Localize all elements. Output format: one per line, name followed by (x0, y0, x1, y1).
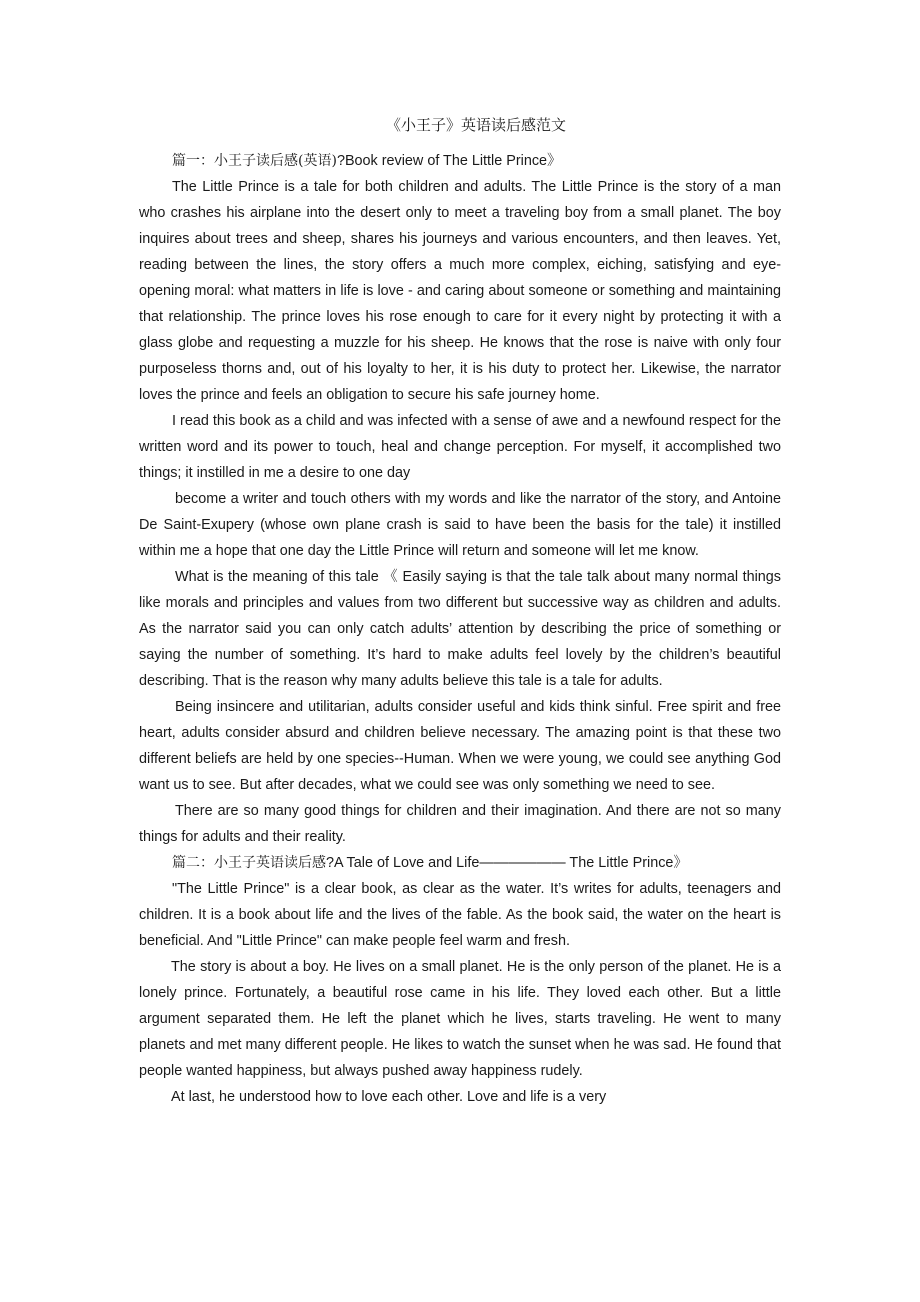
section-heading-en: ?Book review of The Little Prince》 (336, 153, 562, 169)
section-heading-en: ?A Tale of Love and Life—————— The Little Prince》 (326, 855, 688, 871)
paragraph: become a writer and touch others with my words and like the narrator of the story, and Antoine De Saint-Exupery (whose own plane crash is said to have been the basis for the tale) it instilled within me a hope that one day the Little Prince will return and someone will let me know. (139, 491, 781, 559)
paragraph: At last, he understood how to love each other. Love and life is a very (171, 1089, 607, 1105)
section-heading-cn: 篇一：小王子读后感(英语) (172, 153, 337, 169)
section-heading (139, 850, 781, 876)
paragraph: The story is about a boy. He lives on a small planet. He is the only person of the planet. He is a lonely prince. Fortunately, a beautiful rose came in his life. They loved each other. But a little argument separated them. He left the planet which he lives, starts traveling. He went to many planets and met many different people. He likes to watch the sunset when he was sad. He found that people wanted happiness, but always pushed away happiness rudely. (139, 959, 781, 1079)
paragraph: I read this book as a child and was infected with a sense of awe and a newfound respect for the written word and its power to touch, heal and change perception. For myself, it accomplished two things; it instilled in me a desire to one day (139, 413, 781, 481)
document-title: 《小王子》英语读后感范文 (385, 116, 566, 134)
paragraph: "The Little Prince" is a clear book, as clear as the water. It’s writes for adults, teenagers and children. It is a book about life and the lives of the fable. As the book said, the water on the heart is beneficial. And "Little Prince" can make people feel warm and fresh. (139, 881, 781, 949)
section-heading-cn: 篇二：小王子英语读后感 (172, 855, 326, 871)
paragraph: Being insincere and utilitarian, adults consider useful and kids think sinful. Free spirit and free heart, adults consider absurd and children believe necessary. The amazing point is that these two different beliefs are held by one species--Human. When we were young, we could see anything God want us to see. But after decades, what we could see was only something we need to see. (139, 699, 781, 793)
paragraph: The Little Prince is a tale for both children and adults. The Little Prince is the story of a man who crashes his airplane into the desert only to meet a traveling boy from a small planet. The boy inquires about trees and sheep, shares his journeys and various encounters, and then leaves. Yet, reading between the lines, the story offers a much more complex, eiching, satisfying and eye-opening moral: what matters in life is love - and caring about someone or something and maintaining that relationship. The prince loves his rose enough to care for it every night by protecting it with a glass globe and requesting a muzzle for his sheep. He knows that the rose is naive with only four purposeless thorns and, out of his loyalty to her, it is his duty to protect her. Likewise, the narrator loves the prince and feels an obligation to secure his safe journey home. (139, 179, 781, 403)
paragraph: What is the meaning of this tale 《 Easily saying is that the tale talk about many normal things like morals and principles and values from two different but successive way as children and adults. As the narrator said you can only catch adults’ attention by describing the price of something or saying the number of something. It’s hard to make adults feel lovely by the children’s beautiful describing. That is the reason why many adults believe this tale is a tale for adults. (139, 569, 781, 689)
document-page (139, 112, 781, 1110)
section-heading (139, 148, 781, 174)
paragraph: There are so many good things for children and their imagination. And there are not so many things for adults and their reality. (139, 803, 781, 845)
